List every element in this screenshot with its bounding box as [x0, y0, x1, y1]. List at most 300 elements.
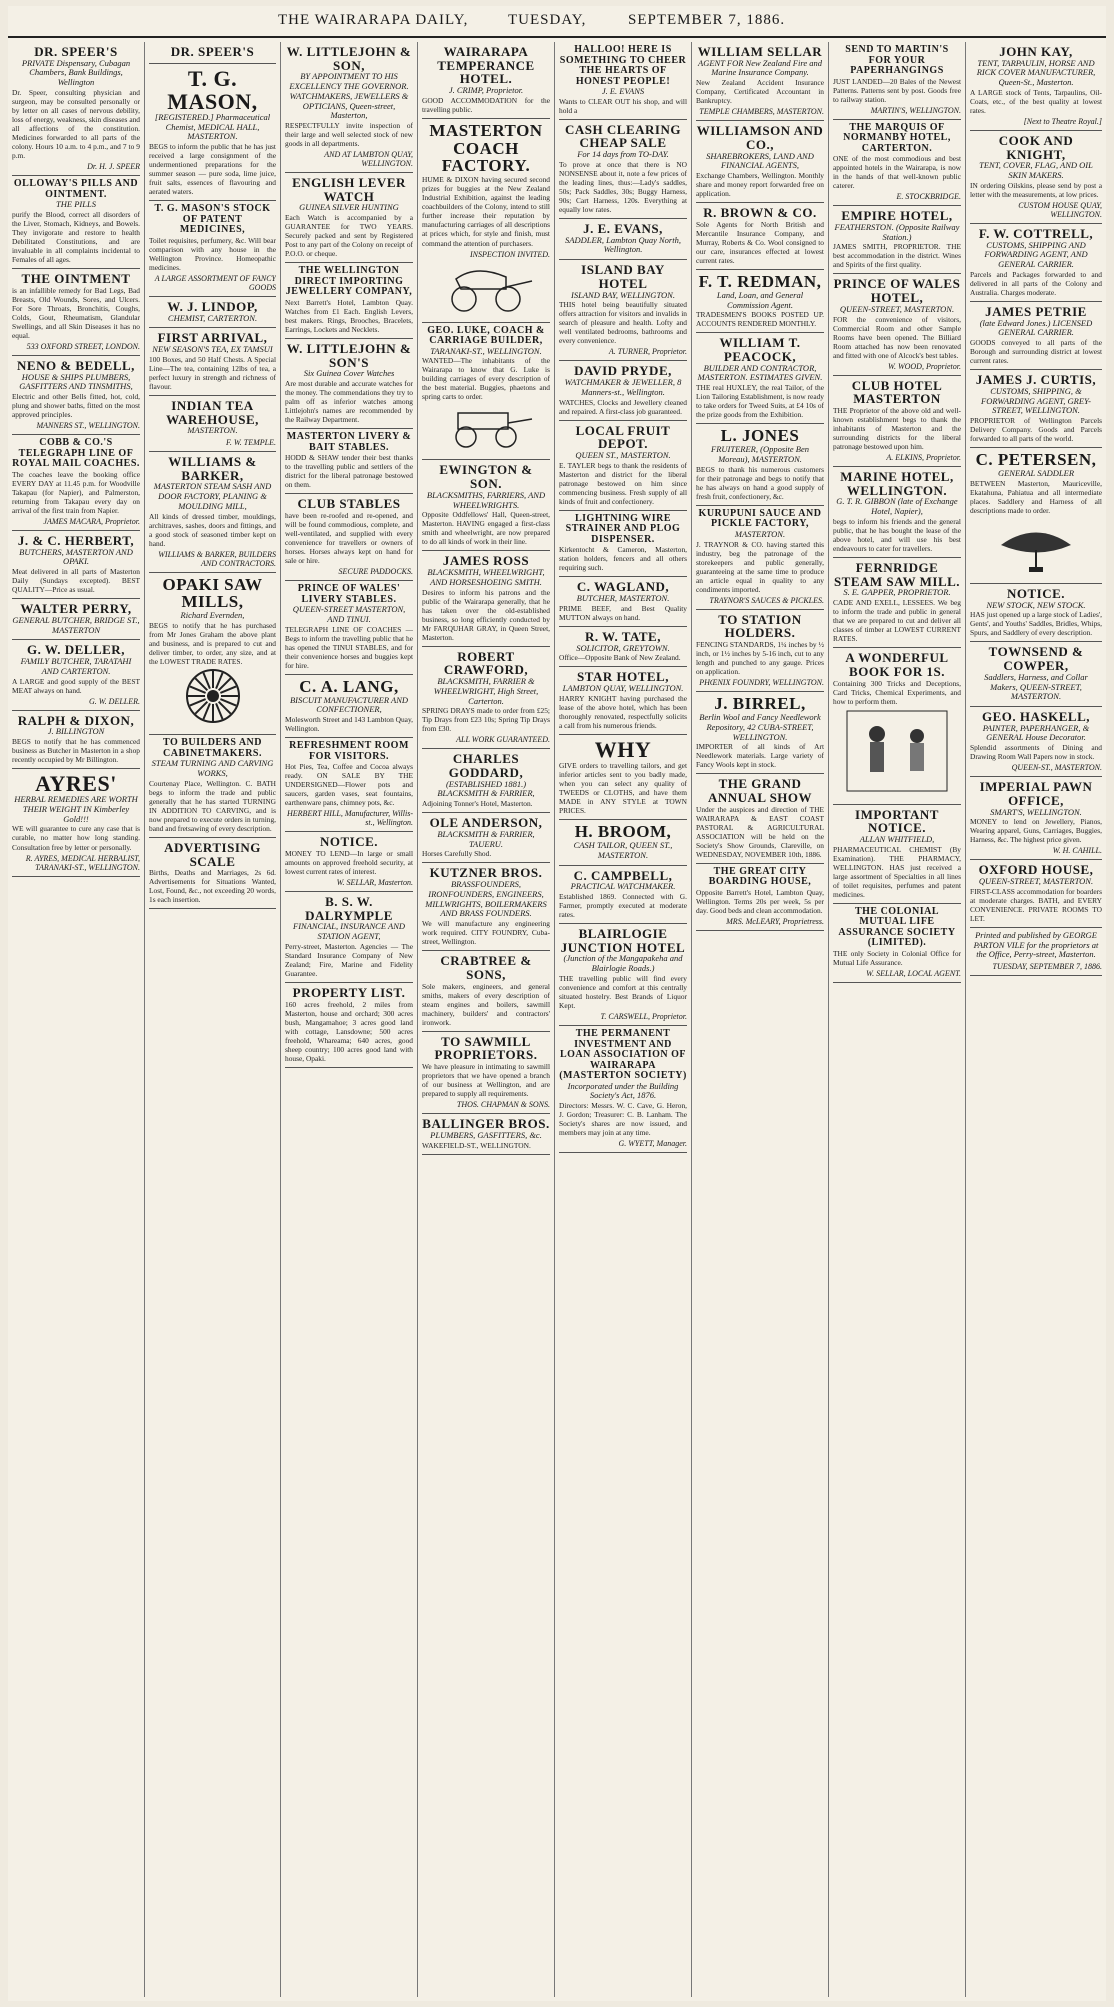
- ad-signature: TUESDAY, SEPTEMBER 7, 1886.: [992, 962, 1102, 972]
- ad-subheading: THE PILLS: [56, 199, 96, 210]
- ad-subheading: QUEEN ST., MASTERTON.: [575, 449, 671, 460]
- advertisement: [422, 1114, 550, 1154]
- advertisement: [285, 263, 413, 339]
- ad-heading: THE GRAND ANNUAL SHOW: [707, 776, 813, 806]
- advertisement: [285, 494, 413, 581]
- ad-heading: WALTER PERRY,: [20, 601, 132, 617]
- ad-heading: OPAKI SAW MILLS,: [162, 574, 263, 612]
- advertisement: [696, 692, 824, 774]
- ad-body: Office—Opposite Bank of New Zealand.: [559, 653, 681, 663]
- ad-heading: WILLIAM SELLAR: [697, 44, 823, 59]
- advertisement: [422, 1032, 550, 1114]
- ad-subheading: Incorporated under the Building Society's Act, 1876.: [567, 1080, 679, 1101]
- ad-heading: W. J. LINDOP,: [167, 298, 258, 314]
- advertisement: [149, 452, 276, 573]
- ad-subheading: CUSTOMS, SHIPPING AND FORWARDING AGENT, AND GENERAL CARRIER.: [984, 239, 1088, 270]
- advertisement: [422, 42, 550, 119]
- advertisement: [970, 302, 1102, 370]
- ad-body: Containing 300 Tricks and Deceptions, Card Tricks, Chemical Experiments, and how to perform them.: [833, 678, 961, 706]
- ad-subheading: GENERAL SADDLER: [997, 468, 1075, 479]
- column-3: [281, 42, 418, 1997]
- advertisement: [696, 864, 824, 931]
- advertisement: [559, 1026, 687, 1153]
- ad-subheading: GUINEA SILVER HUNTING: [299, 202, 399, 213]
- advertisement: [285, 581, 413, 675]
- ad-subheading: BRASSFOUNDERS, IRONFOUNDERS, ENGINEERS, MILLWRIGHTS, BOILERMAKERS AND BRASS FOUNDERS.: [425, 879, 547, 919]
- ad-heading: L. JONES: [720, 426, 800, 446]
- ad-heading: REFRESHMENT ROOM FOR VISITORS.: [289, 740, 409, 762]
- ad-heading: CASH CLEARING CHEAP SALE: [565, 121, 681, 151]
- advertisement: [559, 361, 687, 420]
- advertisement: [970, 42, 1102, 131]
- ad-body: New Zealand Accident Insurance Company, Certificated Accountant in Bankruptcy.: [696, 78, 824, 106]
- ad-body: WATCHES, Clocks and Jewellery cleaned and repaired. A first-class job guaranteed.: [559, 397, 687, 416]
- advertisement: [12, 640, 140, 710]
- ad-subheading: For 14 days from TO-DAY.: [577, 149, 669, 160]
- ad-subheading: Saddlers, Harness, and Collar Makers, QUEEN-STREET, MASTERTON.: [984, 671, 1088, 702]
- advertisement: [559, 924, 687, 1026]
- advertisement: [559, 120, 687, 219]
- ad-heading: WILLIAMSON AND CO.,: [696, 123, 824, 152]
- ad-body: Parcels and Packages forwarded to and delivered in all parts of the Colony and Australia. Charges moderate.: [970, 269, 1102, 297]
- ad-body: IMPORTER of all kinds of Art Needlework materials. Large variety of Fancy Wools kept in stock.: [696, 742, 824, 770]
- ad-body: All kinds of dressed timber, mouldings, architraves, sashes, doors and fittings, and a good stock of seasoned timber kept on hand.: [149, 511, 276, 548]
- ad-heading: PROPERTY LIST.: [292, 985, 406, 1001]
- ad-subheading: J. BILLINGTON: [47, 726, 105, 737]
- ad-body: HARRY KNIGHT having purchased the lease of the above hotel, which has been thoroughly renovated, respectfully solicits a call from his numerous friends.: [559, 693, 687, 730]
- ad-subheading: STEAM TURNING AND CARVING WORKS,: [151, 758, 274, 778]
- ad-heading: SEND TO MARTIN'S FOR YOUR PAPERHANGINGS: [845, 44, 949, 76]
- ad-signature: 533 OXFORD STREET, LONDON.: [26, 341, 140, 351]
- ad-heading: CLUB STABLES: [297, 496, 401, 512]
- ad-body: FIRST-CLASS accommodation for boarders at moderate charges. BATH, and EVERY CONVENIENCE. PRIVATE ROOMS TO LET.: [970, 886, 1102, 923]
- advertisement: [696, 506, 824, 610]
- ad-subheading: Printed and published by GEORGE PARTON VILE for the proprietors at the Office, Perry-street, Masterton.: [973, 929, 1099, 960]
- advertisement: [422, 863, 550, 951]
- ad-heading: TOWNSEND & COWPER,: [988, 644, 1084, 674]
- advertisement: [696, 121, 824, 203]
- ad-signature: JAMES MACARA, Proprietor.: [43, 516, 140, 526]
- columns-container: [8, 42, 1106, 1997]
- ad-body: Splendid assortments of Dining and Drawing Room Wall Papers now in stock.: [970, 743, 1102, 762]
- ad-heading: F. T. REDMAN,: [698, 271, 822, 291]
- advertisement: [559, 577, 687, 626]
- ad-heading: PRINCE OF WALES HOTEL,: [833, 276, 961, 306]
- ad-subheading: (late Edward Jones.) LICENSED GENERAL CARRIER.: [979, 317, 1093, 338]
- ad-signature: F. W. TEMPLE.: [225, 437, 276, 447]
- sawmill-engraving-icon: [149, 666, 276, 730]
- ad-heading: W. LITTLEJOHN & SON'S: [286, 341, 412, 370]
- ad-signature: G. W. DELLER.: [88, 696, 140, 706]
- advertisement: [285, 429, 413, 494]
- ad-body: Directors: Messrs. W. C. Cave, G. Heron, J. Gordon; Treasurer: C. B. Lanham. The Society's shares are now issued, and members may join at any time.: [559, 1101, 687, 1138]
- ad-body: E. TAYLER begs to thank the residents of Masterton and district for the liberal patronage bestowed on him since commencing business. Fresh supply of all kinds of fruit and confectionery.: [559, 460, 687, 506]
- advertisement: [422, 551, 550, 646]
- advertisement: [285, 832, 413, 892]
- ad-body: Established 1869. Connected with G. Farmer, promptly executed at moderate rates.: [559, 891, 687, 920]
- ad-body: Are most durable and accurate watches for the money. The commendations they try to palm off as inferior watches among Littlejohn's names are recommended by the Railway Department.: [285, 379, 413, 425]
- advertisement: [285, 738, 413, 832]
- advertisement: [833, 274, 961, 375]
- advertisement: [422, 323, 550, 461]
- ad-subheading: [REGISTERED.] Pharmaceutical Chemist, MEDICAL HALL, MASTERTON.: [154, 111, 271, 142]
- ad-heading: ADVERTISING SCALE: [164, 839, 261, 869]
- ad-subheading: PRIVATE Dispensary, Cubagan Chambers, Bank Buildings, Wellington: [21, 57, 131, 88]
- ad-subheading: BUTCHER, MASTERTON.: [576, 593, 670, 604]
- ad-body: CADE AND EXELL, LESSEES. We beg to inform the trade and public in general that we are prepared to cut and deliver all classes of timber at LOWEST CURRENT RATES.: [833, 598, 961, 644]
- ad-signature: A LARGE ASSORTMENT OF FANCY GOODS: [154, 273, 276, 292]
- ad-heading: NOTICE.: [319, 834, 379, 850]
- ad-subheading: SMART'S, WELLINGTON.: [990, 806, 1082, 817]
- ad-subheading: (ESTABLISHED 1881.) BLACKSMITH & FARRIER,: [437, 778, 535, 799]
- ad-body: TELEGRAPH LINE OF COACHES — Begs to inform the travelling public that he has opened the TINUI STABLES, and for their convenience horses and buggies kept for hire.: [285, 624, 413, 670]
- column-8: [966, 42, 1106, 1997]
- ad-subheading: GENERAL BUTCHER, BRIDGE ST., MASTERTON: [12, 614, 140, 635]
- column-4: [418, 42, 555, 1997]
- ad-body: Kirkentocht & Cameron, Masterton, station holders, fencers and all others requiring such.: [559, 545, 687, 573]
- ad-signature: Dr. H. J. SPEER: [87, 162, 140, 172]
- ad-body: Perry-street, Masterton. Agencies — The Standard Insurance Company of New Zealand; Fire, Marine and Fidelity Guarantee.: [285, 942, 413, 979]
- ad-body: 100 Boxes, and 50 Half Chests. A Special Line—The tea, containing 12lbs of tea, a perfect luxury in strength and richness of flavour.: [149, 354, 276, 391]
- ad-body: Meat delivered in all parts of Masterton Daily (Sundays excepted). BEST QUALITY—Price as usual.: [12, 567, 140, 595]
- ad-signature: [Next to Theatre Royal.]: [1023, 117, 1102, 127]
- advertisement: [696, 774, 824, 863]
- advertisement: [833, 120, 961, 207]
- ad-signature: T. CARSWELL, Proprietor.: [600, 1012, 687, 1021]
- advertisement: [422, 813, 550, 863]
- advertisement: [422, 119, 550, 323]
- ad-subheading: SHAREBROKERS, LAND AND FINANCIAL AGENTS,: [706, 150, 814, 171]
- advertisement: [149, 64, 276, 202]
- ad-signature: W. H. CAHILL.: [1052, 846, 1102, 856]
- ad-heading: MASTERTON COACH FACTORY.: [429, 120, 543, 176]
- ad-signature: A. ELKINS, Proprietor.: [886, 453, 961, 463]
- ad-subheading: CHEMIST, CARTERTON.: [167, 312, 258, 323]
- ad-body: Courtenay Place, Wellington. C. BATH begs to inform the trade and public generally that he has started TURNING IN ADDITION TO CARVING, and is now prepared to execute orders in turning, band and fretsawing of every description.: [149, 778, 276, 833]
- ad-subheading: BLACKSMITHS, FARRIERS, AND WHEELWRIGHTS.: [426, 489, 546, 510]
- carriage-engraving-icon: [422, 401, 550, 455]
- advertisement: [12, 711, 140, 770]
- ad-subheading: G. T. R. GIBBON (late of Exchange Hotel, Napier),: [836, 496, 958, 517]
- ad-signature: WILLIAMS & BARKER, BUILDERS AND CONTRACTORS.: [158, 549, 276, 568]
- advertisement: [149, 735, 276, 838]
- column-5: [555, 42, 692, 1997]
- ad-heading: JAMES PETRIE: [985, 303, 1087, 319]
- advertisement: [422, 749, 550, 813]
- ad-subheading: PRACTICAL WATCHMAKER.: [570, 881, 676, 892]
- ad-body: GIVE orders to travelling tailors, and get inferior articles sent to you badly made, when you can select any quality of TWEEDS or CLOTHS, and have them MADE in ANY STYLE at TOWN PRICES.: [559, 761, 687, 816]
- advertisement: [559, 260, 687, 361]
- ad-subheading: QUEEN-STREET, MASTERTON.: [839, 303, 955, 314]
- ad-signature: MARTIN'S, WELLINGTON.: [870, 105, 961, 115]
- ad-subheading: MASTERTON.: [187, 425, 238, 436]
- advertisement: [833, 42, 961, 120]
- ad-subheading: Berlin Wool and Fancy Needlework Repository, 42 CUBA-STREET, WELLINGTON.: [699, 712, 821, 742]
- ad-heading: A WONDERFUL BOOK FOR 1S.: [845, 650, 949, 679]
- ad-heading: STAR HOTEL,: [577, 669, 669, 685]
- ad-body: Sole makers, engineers, and general smiths, makers of every description of steam engines and boilers, sawmill machinery, builders' and contractors' ironwork.: [422, 981, 550, 1027]
- ad-body: Wants to CLEAR OUT his shop, and will hold a: [559, 96, 687, 115]
- masthead-title: THE WAIRARAPA DAILY,: [278, 12, 469, 28]
- advertisement: [696, 270, 824, 333]
- advertisement: [970, 642, 1102, 707]
- ad-signature: MRS. McLEARY, Proprietress.: [726, 917, 824, 926]
- ad-heading: THE COLONIAL MUTUAL LIFE ASSURANCE SOCIETY (LIMITED).: [838, 905, 956, 949]
- advertisement: [12, 269, 140, 356]
- ad-signature: PHŒNIX FOUNDRY, WELLINGTON.: [699, 678, 824, 688]
- ad-body: A LARGE stock of Tents, Tarpaulins, Oil-Coats, etc., of the best quality at lowest rates.: [970, 87, 1102, 115]
- newspaper-page: [8, 6, 1106, 2001]
- ad-body: We will manufacture any engineering work required. CITY FOUNDRY, Cuba-street, Wellington.: [422, 919, 550, 947]
- ad-heading: C. A. LANG,: [299, 676, 399, 696]
- ad-body: Dr. Speer, consulting physician and surgeon, may be consulted personally or by letter on all cases of nervous debility, loss of energy, weakness, skin diseases and all affections of the constitution. Medicines forwarded to all parts of the colony. Hours 10 a.m. to 4 p.m., and 7 to 9 p.m.: [12, 87, 140, 161]
- ad-body: Toilet requisites, perfumery, &c. Will bear comparison with any house in the Wellington Province. Homeopathic medicines.: [149, 235, 276, 272]
- ad-body: TRADESMEN'S BOOKS POSTED UP. ACCOUNTS RENDERED MONTHLY.: [696, 310, 824, 329]
- ad-heading: WAIRARAPA TEMPERANCE HOTEL.: [437, 44, 535, 87]
- ad-subheading: PAINTER, PAPERHANGER, & GENERAL House Decorator.: [982, 722, 1090, 743]
- advertisement: [833, 206, 961, 274]
- ad-body: BEGS to notify that he has commenced business as Butcher in Masterton in a shop recently occupied by Mr Billington.: [12, 736, 140, 765]
- ad-body: Births, Deaths and Marriages, 2s 6d. Advertisements for Situations Wanted, Lost, Found, &c., not exceeding 20 words, 1s each insertion.: [149, 868, 276, 905]
- advertisement: [970, 370, 1102, 448]
- ad-signature: AND AT LAMBTON QUAY, WELLINGTON.: [324, 150, 413, 169]
- ad-subheading: PLUMBERS, GASFITTERS, &c.: [430, 1129, 542, 1140]
- ad-heading: NENO & BEDELL,: [17, 357, 135, 373]
- ad-heading: CHARLES GODDARD,: [448, 751, 524, 781]
- ad-heading: KURUPUNI SAUCE AND PICKLE FACTORY,: [698, 507, 822, 530]
- ad-subheading: Richard Evernden,: [180, 610, 245, 621]
- ad-heading: C. PETERSEN,: [975, 450, 1097, 470]
- ad-body: Electric and other Bells fitted, hot, cold, plung and shower baths, fitted on the most approved principles.: [12, 392, 140, 420]
- advertisement: [559, 42, 687, 120]
- ad-body: HODD & SHAW tender their best thanks to the travelling public and settlers of the district for the liberal patronage bestowed on them.: [285, 453, 413, 490]
- ad-heading: THE MARQUIS OF NORMANBY HOTEL, CARTERTON.: [843, 121, 951, 154]
- ad-heading: GEO. HASKELL,: [982, 709, 1090, 725]
- advertisement: [149, 838, 276, 909]
- ad-subheading: Six Guinea Cover Watches: [303, 368, 395, 379]
- ad-body: WANTED—The inhabitants of the Wairarapa to know that G. Luke is building carriages of every description of the best material. Buggies, phaetons and spring carts to order.: [422, 356, 550, 402]
- advertisement: [12, 356, 140, 435]
- ad-body: FENCING STANDARDS, 1¼ inches by ½ inch, or 1½ inches by 5-16 inch, cut to any length and punched to any gauge. Prices on application.: [696, 640, 824, 677]
- ad-heading: ROBERT CRAWFORD,: [443, 648, 529, 678]
- advertisement: [149, 42, 276, 64]
- ad-heading: IMPERIAL PAWN OFFICE,: [979, 779, 1093, 808]
- column-2: [145, 42, 281, 1997]
- ad-body: THE real HUXLEY, the real Tailor, of the Lion Tailoring Establishment, is now ready to take orders for Tweed Suits, at £4 10s of the prize goods from the Exhibition.: [696, 383, 824, 420]
- ad-signature: W. SELLAR, LOCAL AGENT.: [866, 968, 961, 978]
- ad-body: is an infallible remedy for Bad Legs, Bad Breasts, Old Wounds, Sores, and Ulcers. For Sore Throats, Bronchitis, Coughs, Colds, Gout, Rheumatism, Glandular Swellings, and all Skin Diseases it has no equal.: [12, 285, 140, 340]
- ad-subheading: CASH TAILOR, QUEEN ST., MASTERTON.: [573, 840, 673, 860]
- advertisement: [970, 707, 1102, 777]
- advertisement: [422, 460, 550, 551]
- advertisement: [559, 667, 687, 735]
- ad-heading: THE PERMANENT INVESTMENT AND LOAN ASSOCIATION OF WAIRARAPA (MASTERTON SOCIETY): [559, 1028, 687, 1081]
- ad-subheading: NEW STOCK, NEW STOCK.: [986, 599, 1086, 610]
- advertisement: [12, 176, 140, 269]
- ad-heading: EMPIRE HOTEL,: [841, 208, 953, 224]
- ad-heading: COOK AND KNIGHT,: [998, 133, 1074, 162]
- ad-subheading: TENT, COVER, FLAG, AND OIL SKIN MAKERS.: [979, 160, 1093, 181]
- ad-body: IN ordering Oilskins, please send by post a letter with the measurements, at low prices.: [970, 180, 1102, 199]
- ad-signature: TRAYNOR'S SAUCES & PICKLES.: [709, 595, 824, 605]
- advertisement: [559, 866, 687, 925]
- advertisement: [833, 467, 961, 558]
- ad-heading: DAVID PRYDE,: [574, 363, 672, 379]
- ad-heading: RALPH & DIXON,: [17, 712, 135, 728]
- advertisement: [559, 820, 687, 865]
- ad-subheading: S. E. GAPPER, PROPRIETOR.: [843, 587, 951, 598]
- ad-body: Next Barrett's Hotel, Lambton Quay. Watches from £1 Each. English Levers, best makers. Rings, Brooches, Bracelets, Earrings, Lockets and Necklets.: [285, 297, 413, 334]
- ad-body: Horses Carefully Shod.: [422, 849, 492, 859]
- ad-heading: ENGLISH LEVER WATCH: [292, 175, 406, 204]
- ad-body: Hot Pies, Tea, Coffee and Cocoa always ready. ON SALE BY THE UNDERSIGNED—Flower pots and saucers, garden vases, seat fountains, earthenware pans, chimney pots, &c.: [285, 762, 413, 808]
- ad-body: ONE of the most commodious and best appointed hotels in the Wairarapa, is now in the hands of that well-known public caterer.: [833, 154, 961, 191]
- ad-body: Opposite Oddfellows' Hall, Queen-street, Masterton. HAVING engaged a first-class smith and wheelwright, are now prepared to do all kinds of work in their line.: [422, 510, 550, 547]
- ad-body: BEGS to inform the public that he has just received a large consignment of the undermentioned preparations for the summer season — pure soda, lime juice, fruit salts, essences of flavouring and aerated waters.: [149, 142, 276, 197]
- ad-heading: COBB & CO.'S TELEGRAPH LINE OF ROYAL MAIL COACHES.: [12, 437, 140, 470]
- ad-subheading: J. CRIMP, Proprietor.: [448, 84, 524, 95]
- ad-body: Each Watch is accompanied by a GUARANTEE for TWO YEARS. Securely packed and sent by Registered Post to any part of the Colony on receipt of P.O.O. or cheque.: [285, 213, 413, 259]
- ad-subheading: BISCUIT MANUFACTURER AND CONFECTIONER,: [289, 694, 409, 715]
- ad-subheading: BLACKSMITH, FARRIER & WHEELWRIGHT, High Street, Carterton.: [433, 676, 539, 706]
- advertisement: [559, 421, 687, 511]
- ad-heading: ISLAND BAY HOTEL: [581, 262, 665, 291]
- ad-subheading: SADDLER, Lambton Quay North, Wellington.: [565, 234, 681, 255]
- saddle-engraving-icon: [970, 515, 1102, 579]
- masthead: [8, 6, 1106, 38]
- ad-subheading: ISLAND BAY, WELLINGTON.: [571, 289, 675, 300]
- ad-body: THE only Society in Colonial Office for Mutual Life Assurance.: [833, 948, 961, 967]
- advertisement: [12, 435, 140, 531]
- ad-body: WE will guarantee to cure any case that is curable, no matter how long standing. Consultation free by letter or personally.: [12, 824, 140, 852]
- masthead-day: TUESDAY,: [508, 12, 587, 28]
- ad-body: Opposite Barrett's Hotel, Lambton Quay, Wellington. Terms 20s per week, 5s per day. Good beds and clean accommodation.: [696, 887, 824, 915]
- advertisement: [422, 951, 550, 1031]
- ad-heading: TO SAWMILL PROPRIETORS.: [434, 1033, 538, 1063]
- ad-heading: JAMES ROSS: [442, 553, 530, 569]
- ad-signature: E. STOCKBRIDGE.: [896, 192, 961, 202]
- ad-body: Adjoining Tonner's Hotel, Masterton.: [422, 799, 533, 809]
- ad-heading: J. E. EVANS,: [583, 221, 663, 237]
- ad-heading: OLE ANDERSON,: [429, 815, 543, 831]
- ad-heading: W. LITTLEJOHN & SON,: [286, 44, 412, 73]
- ad-signature: CUSTOM HOUSE QUAY, WELLINGTON.: [1018, 200, 1102, 219]
- advertisement: [696, 333, 824, 424]
- ad-heading: WHY: [594, 736, 652, 762]
- ad-body: JAMES SMITH, PROPRIETOR. THE best accommodation in the district. Wines and Spirits of the first quality.: [833, 242, 961, 270]
- ad-body: 160 acres freehold, 2 miles from Masterton, house and orchard; 300 acres bush, Mangamahoe; 3 acres good land with cottage, Lansdowne; 500 acres freehold, Whareama; 640 acres, good sheep country; 100 acres good land with house, Opaki.: [285, 999, 413, 1063]
- advertisement: [696, 610, 824, 692]
- ad-heading: T. G. MASON,: [167, 65, 258, 114]
- ad-body: have been re-roofed and re-opened, and will be found commodious, complete, and well-ventilated, and supplied with every convenience for travellers or owners of horses. Horses always kept on hand for sale or hire.: [285, 511, 413, 566]
- masthead-date: SEPTEMBER 7, 1886.: [628, 12, 786, 28]
- advertisement: [149, 396, 276, 452]
- ad-subheading: MASTERTON.: [734, 528, 786, 539]
- ad-heading: MARINE HOTEL, WELLINGTON.: [840, 469, 954, 498]
- ad-body: RESPECTFULLY invite inspection of their large and well selected stock of new goods in all departments.: [285, 121, 413, 149]
- advertisement: [970, 448, 1102, 584]
- ad-heading: DR. SPEER'S: [34, 44, 118, 59]
- ad-body: PROPRIETOR of Wellington Parcels Delivery Company. Goods and Parcels forwarded to all parts of the world.: [970, 416, 1102, 444]
- ad-body: THE Proprietor of the above old and well-known establishment begs to thank the inhabitants of Masterton and the surrounding districts for the liberal patronage bestowed upon him.: [833, 405, 961, 452]
- ad-heading: NOTICE.: [1006, 585, 1066, 601]
- ad-body: The coaches leave the booking office EVERY DAY at 11.45 p.m. for Woodville Takapau (for Napier), and Palmerston, returning from Takapau every day on arrival of the first train from Napier.: [12, 469, 140, 515]
- advertisement: [970, 928, 1102, 976]
- advertisement: [12, 531, 140, 599]
- advertisement: [285, 42, 413, 173]
- advertisement: [559, 511, 687, 578]
- ad-signature: MANNERS ST., WELLINGTON.: [36, 421, 140, 431]
- advertisement: [833, 376, 961, 467]
- ad-body: To prove at once that there is NO NONSENSE about it, note a few prices of the leading lines, thus:—Lady's saddles, 50s; Pack Saddles, 30s; Buggy Harness, 90s; Cart Harness, 120s. Everything at equally low rates.: [559, 159, 687, 215]
- ad-subheading: BUILDER AND CONTRACTOR, MASTERTON. ESTIMATES GIVEN.: [697, 362, 823, 383]
- ad-heading: JOHN KAY,: [999, 44, 1073, 59]
- advertisement: [149, 201, 276, 297]
- ad-body: BEGS to notify that he has purchased from Mr Jones Graham the above plant and business, and is prepared to cut and deliver timber, to order, any size, and at the LOWEST TRADE RATES.: [149, 621, 276, 667]
- column-1: [8, 42, 145, 1997]
- ad-signature: HERBERT HILL, Manufacturer, Willis-st., Wellington.: [287, 809, 413, 828]
- ad-subheading: HOUSE & SHIPS PLUMBERS, GASFITTERS AND TINSMITHS,: [19, 371, 133, 392]
- ad-body: Sole Agents for North British and Mercantile Insurance Company, and Murray, Roberts & Co. Wool consigned to our care, insurances effected at lowest current rates.: [696, 219, 824, 265]
- ad-heading: AYRES': [35, 771, 117, 797]
- advertisement: [285, 339, 413, 429]
- advertisement: [970, 777, 1102, 860]
- ad-subheading: FINANCIAL, INSURANCE AND STATION AGENT,: [293, 921, 405, 942]
- ad-subheading: LAMBTON QUAY, WELLINGTON.: [562, 683, 684, 694]
- ad-heading: WILLIAMS & BARKER,: [168, 453, 257, 483]
- ad-subheading: Land, Loan, and General Commission Agent.: [716, 289, 804, 310]
- ad-heading: HALLOO! HERE IS SOMETHING TO CHEER THE HEARTS OF HONEST PEOPLE!: [559, 44, 687, 87]
- advertisement: [12, 599, 140, 640]
- ad-heading: B. S. W. DALRYMPLE: [305, 894, 393, 923]
- ad-heading: T. G. MASON'S STOCK OF PATENT MEDICINES,: [154, 203, 271, 236]
- ad-subheading: FRUITERER, (Opposite Ben Moreau), MASTERTON.: [711, 444, 809, 464]
- advertisement: [696, 424, 824, 506]
- ad-signature: QUEEN-ST., MASTERTON.: [1011, 763, 1102, 773]
- ad-signature: R. AYRES, MEDICAL HERBALIST, TARANAKI-ST., WELLINGTON.: [25, 853, 140, 872]
- advertisement: [833, 805, 961, 904]
- advertisement: [285, 675, 413, 738]
- ad-body: HUME & DIXON having secured second prizes for buggies at the New Zealand Industrial Exhibition, against the leading coachbuilders of the Colony, intend to still further increase their reputation by manufacturing carriages of all descriptions at prices which, for style and finish, must command the attention of purchasers.: [422, 175, 550, 248]
- advertisement: [285, 892, 413, 983]
- ad-heading: INDIAN TEA WAREHOUSE,: [166, 397, 259, 427]
- advertisement: [559, 735, 687, 820]
- advertisement: [970, 860, 1102, 928]
- ad-body: J. TRAYNOR & CO. having started this industry, beg the patronage of the storekeepers and public generally, guaranteeing at the same time to produce an article equal in quality to any condiments imported.: [696, 539, 824, 594]
- buggy-engraving-icon: [422, 259, 550, 318]
- ad-subheading: AGENT FOR New Zealand Fire and Marine Insurance Company.: [698, 57, 822, 78]
- advertisement: [149, 573, 276, 736]
- ad-heading: WILLIAM T. PEACOCK,: [719, 335, 801, 365]
- ad-heading: J. BIRREL,: [714, 694, 806, 714]
- ad-signature: A. TURNER, Proprietor.: [608, 347, 687, 357]
- ad-subheading: HERBAL REMEDIES ARE WORTH THEIR WEIGHT IN Kimberley Gold!!!: [14, 794, 138, 824]
- ad-body: GOOD ACCOMMODATION for the travelling public.: [422, 95, 550, 114]
- ad-signature: W. SELLAR, Masterton.: [336, 878, 413, 888]
- advertisement: [696, 42, 824, 121]
- advertisement: [833, 558, 961, 648]
- ad-subheading: J. E. EVANS: [601, 86, 645, 96]
- ad-heading: F. W. COTTRELL,: [978, 225, 1094, 241]
- ad-heading: CLUB HOTEL MASTERTON: [851, 377, 943, 407]
- ad-body: GOODS conveyed to all parts of the Borough and surrounding district at lowest current rates.: [970, 338, 1102, 366]
- ad-heading: IMPORTANT NOTICE.: [855, 806, 939, 836]
- ad-body: MONEY to lend on Jewellery, Pianos, Wearing apparel, Guns, Carriages, Buggies, Harness, &c. The highest price given.: [970, 817, 1102, 845]
- ad-heading: LIGHTNING WIRE STRAINER AND PLOG DISPENSER.: [565, 512, 681, 545]
- ad-heading: H. BROOM,: [574, 822, 672, 842]
- ad-subheading: BLACKSMITH & FARRIER, TAUERU.: [437, 828, 535, 849]
- ad-subheading: ALLAN WHITFIELD,: [859, 833, 935, 844]
